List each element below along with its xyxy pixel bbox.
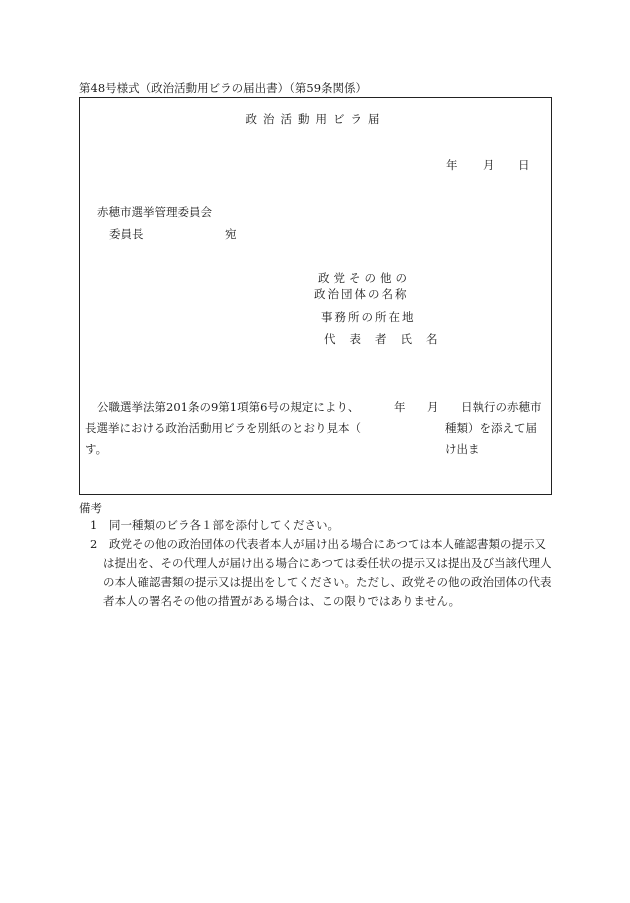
statement-text [85, 397, 547, 460]
statement-line1-year: 年 [394, 400, 406, 414]
statement-line1-month: 月 [427, 400, 439, 414]
addressee-honorific: 宛 [225, 227, 237, 241]
org-name-label-line2: 政治団体の名称 [314, 287, 409, 301]
addressee-chair: 委員長 [109, 227, 144, 241]
statement-line1-part2: 日執行の赤穂市 [461, 400, 542, 414]
statement-line2-part2: 種類）を添えて届け出ま [445, 421, 537, 456]
application-form-frame [79, 97, 552, 495]
remark-text: 同一種類のビラ各１部を添付してください。 [109, 518, 339, 532]
addressee-committee: 赤穂市選挙管理委員会 [97, 205, 212, 219]
remarks-heading: 備考 [79, 501, 102, 515]
date-month-label: 月 [483, 158, 495, 172]
form-header: 第48号様式（政治活動用ビラの届出書）（第59条関係） [79, 81, 368, 95]
office-address-label: 事務所の所在地 [321, 310, 416, 324]
remark-text: 政党その他の政治団体の代表者本人が届け出る場合にあつては本人確認書類の提示又は提出を、その代理人が届け出る場合にあつては委任状の提示又は提出及び当該代理人の本人確認書類の提示又は提出をしてください。ただし、政党その他の政治団体の代表者本人の署名その他の措置がある場合は、この限りではありません。 [103, 537, 552, 608]
date-day-label: 日 [518, 158, 530, 172]
statement-line2-part1: 長選挙における政治活動用ビラを別紙のとおり見本（ [85, 421, 361, 435]
org-name-label-line1: 政党その他の [318, 271, 411, 285]
statement-line3: す。 [85, 442, 108, 456]
form-title: 政治活動用ビラ届 [245, 112, 386, 126]
date-year-label: 年 [446, 158, 458, 172]
statement-line1-part1: 公職選挙法第201条の9第1項第6号の規定により、 [97, 400, 360, 414]
remark-number: 2 [90, 537, 98, 551]
representative-name-label: 代表者氏名 [324, 332, 452, 346]
remark-number: 1 [90, 518, 98, 532]
